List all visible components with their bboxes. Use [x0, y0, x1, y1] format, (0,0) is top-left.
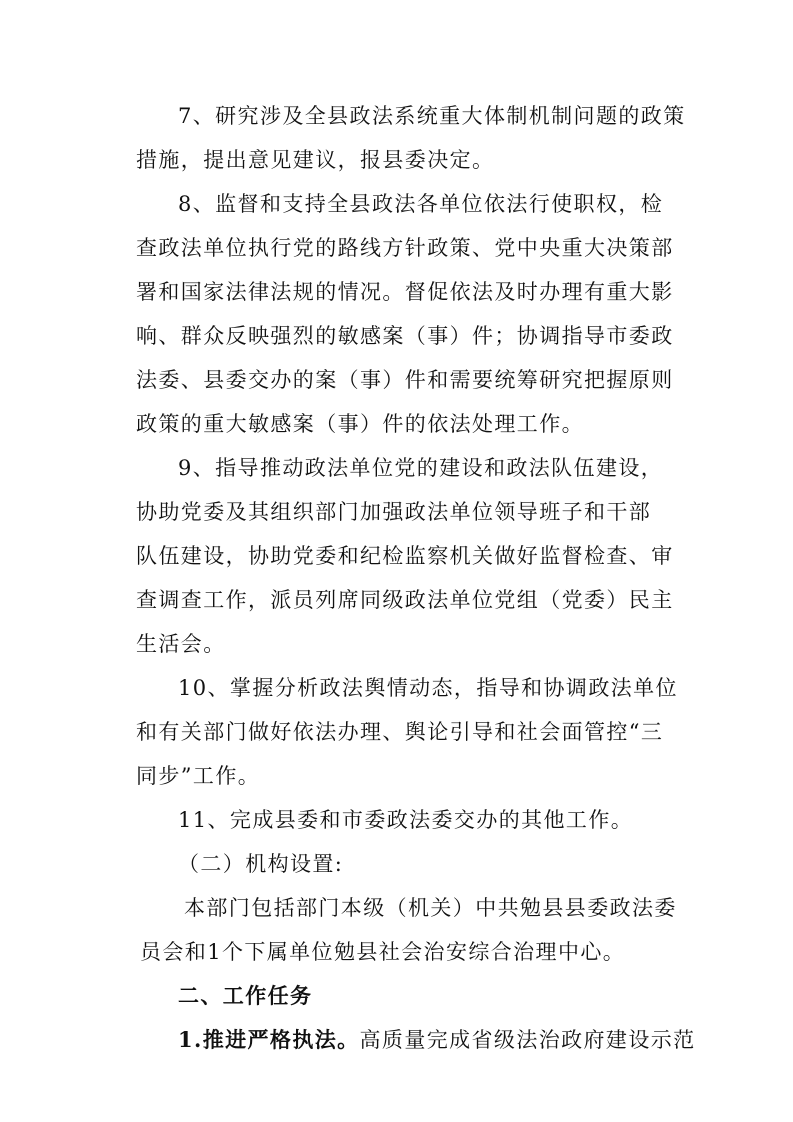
para-9-line-4: 查调查工作，派员列席同级政法单位党组（党委）民主 — [136, 588, 674, 612]
para-9-line-1: 9、指导推动政法单位党的建设和政法队伍建设， — [178, 456, 664, 480]
para-10-line-1: 10、掌握分析政法舆情动态，指导和协调政法单位 — [178, 676, 678, 700]
para-10-line-2: 和有关部门做好依法办理、舆论引导和社会面管控“三 — [136, 720, 664, 744]
para-7-line-1: 7、研究涉及全县政法系统重大体制机制问题的政策 — [178, 104, 686, 128]
para-8-line-5: 法委、县委交办的案（事）件和需要统筹研究把握原则 — [136, 368, 674, 392]
para-8-line-2: 查政法单位执行党的路线方针政策、党中央重大决策部 — [136, 236, 674, 260]
para-8-line-4: 响、群众反映强烈的敏感案（事）件；协调指导市委政 — [136, 324, 674, 348]
para-10-line-3: 同步”工作。 — [136, 764, 261, 788]
para-11-line-1: 11、完成县委和市委政法委交办的其他工作。 — [178, 808, 634, 832]
section-tasks-heading: 二、工作任务 — [178, 983, 313, 1008]
para-9-line-2: 协助党委及其组织部门加强政法单位领导班子和干部 — [136, 500, 652, 524]
para-9-line-3: 队伍建设，协助党委和纪检监察机关做好监督检查、审 — [136, 544, 674, 568]
para-9-line-5: 生活会。 — [136, 632, 226, 656]
org-para-line-1: 本部门包括部门本级（机关）中共勉县县委政法委 — [184, 896, 677, 920]
task-1-title: 1.推进严格执法。 — [178, 1027, 360, 1052]
para-8-line-6: 政策的重大敏感案（事）件的依法处理工作。 — [136, 412, 584, 436]
task-1-line-1 — [178, 1026, 696, 1054]
para-8-line-3: 署和国家法律法规的情况。督促依法及时办理有重大影 — [136, 280, 674, 304]
org-para-line-2: 员会和1个下属单位勉县社会治安综合治理中心。 — [140, 940, 626, 964]
task-1-text: 高质量完成省级法治政府建设示范 — [359, 1028, 696, 1052]
section-org-heading: （二）机构设置: — [178, 852, 344, 876]
para-8-line-1: 8、监督和支持全县政法各单位依法行使职权，检 — [178, 192, 664, 216]
para-7-line-2: 措施，提出意见建议，报县委决定。 — [136, 148, 495, 172]
